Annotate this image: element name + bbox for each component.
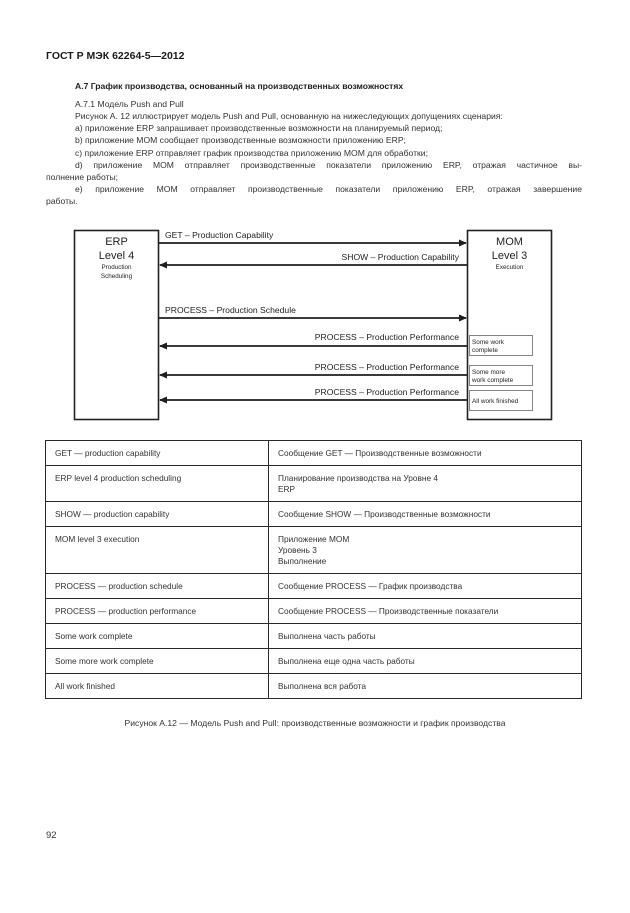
glossary-term-ru-line: Сообщение SHOW — Производственные возможности (278, 509, 491, 519)
message-label-show: SHOW – Production Capability (341, 252, 459, 262)
section-title: А.7 График производства, основанный на производственных возможностях (75, 81, 404, 91)
glossary-term-ru-line: Сообщение PROCESS — График производства (278, 581, 463, 591)
glossary-term-en: PROCESS — production performance (46, 599, 269, 624)
message-label-get: GET – Production Capability (165, 230, 274, 240)
subsection-title: А.7.1 Модель Push and Pull (75, 99, 184, 109)
glossary-term-ru (269, 674, 582, 699)
erp-level: Level 4 (98, 250, 135, 262)
glossary-term-en: Some work complete (46, 624, 269, 649)
glossary-term-ru-line: Сообщение PROCESS — Производственные показатели (278, 606, 499, 616)
erp-desc-line2: Scheduling (100, 273, 133, 280)
message-label-performance-3: PROCESS – Production Performance (314, 387, 459, 397)
status-all-finished: All work finished (472, 398, 519, 405)
glossary-term-ru-line: Сообщение GET — Производственные возможности (278, 448, 482, 458)
list-item-d-line1: d) приложение МОМ отправляет производственные показатели приложению ERP, отражая частичное вы- (75, 160, 582, 170)
message-label-schedule: PROCESS – Production Schedule (165, 305, 296, 315)
status-boxes (470, 336, 533, 411)
status-some-work-line1: Some work (472, 339, 504, 346)
status-some-more-line1: Some more (472, 369, 506, 376)
glossary-term-ru (269, 599, 582, 624)
page-number: 92 (46, 830, 57, 841)
glossary-term-ru (269, 441, 582, 466)
glossary-row (46, 674, 582, 699)
list-item-b: b) приложение МОМ сообщает производственные возможности приложению ERP; (75, 135, 406, 145)
list-item-d-line2: полнение работы; (46, 172, 119, 182)
message-arrows (159, 230, 467, 400)
erp-desc-line1: Production (101, 264, 132, 271)
document-header: ГОСТ Р МЭК 62264-5—2012 (46, 50, 185, 62)
list-item-e-line2: работы. (46, 196, 78, 206)
list-item-a: а) приложение ERP запрашивает производственные возможности на планируемый период; (75, 123, 443, 133)
glossary-term-ru (269, 649, 582, 674)
figure-caption: Рисунок А.12 — Модель Push and Pull: производственные возможности и график производства (124, 718, 506, 728)
glossary-row (46, 624, 582, 649)
glossary-term-ru-line: Уровень 3 (278, 545, 317, 555)
glossary-term-en: Some more work complete (46, 649, 269, 674)
mom-desc: Execution (495, 264, 524, 271)
glossary-term-en: SHOW — production capability (46, 502, 269, 527)
glossary-term-ru (269, 624, 582, 649)
erp-box (75, 231, 159, 420)
mom-level: Level 3 (491, 250, 528, 262)
intro-paragraph: Рисунок А. 12 иллюстрирует модель Push and Pull, основанную на нижеследующих допущениях сценария: (75, 111, 503, 121)
glossary-term-en: PROCESS — production schedule (46, 574, 269, 599)
list-item-e-line1: е) приложение МОМ отправляет производственные показатели приложению ERP, отражая завершение (75, 184, 582, 194)
glossary-term-en: MOM level 3 execution (46, 527, 269, 574)
glossary-term-ru-line: Планирование производства на Уровне 4 (278, 473, 439, 483)
glossary-row (46, 527, 582, 574)
glossary-row (46, 574, 582, 599)
status-some-work-line2: complete (472, 347, 498, 354)
glossary-term-ru-line: Выполнена еще одна часть работы (278, 656, 415, 666)
glossary-term-ru-line: Выполнение (278, 556, 327, 566)
glossary-row (46, 649, 582, 674)
glossary-row (46, 599, 582, 624)
glossary-term-en: GET — production capability (46, 441, 269, 466)
glossary-term-ru (269, 466, 582, 502)
glossary-table (45, 440, 582, 699)
list-item-c: с) приложение ERP отправляет график производства приложению МОМ для обработки; (75, 148, 428, 158)
glossary-term-ru-line: Выполнена вся работа (278, 681, 366, 691)
glossary-row (46, 466, 582, 502)
glossary-row (46, 441, 582, 466)
message-label-performance-1: PROCESS – Production Performance (314, 332, 459, 342)
glossary-term-en: All work finished (46, 674, 269, 699)
glossary-term-ru (269, 502, 582, 527)
glossary-term-ru (269, 527, 582, 574)
glossary-term-ru-line: Приложение МОМ (278, 534, 350, 544)
glossary-term-en: ERP level 4 production scheduling (46, 466, 269, 502)
status-some-more-line2: work complete (472, 377, 514, 384)
glossary-term-ru-line: Выполнена часть работы (278, 631, 376, 641)
glossary-term-ru (269, 574, 582, 599)
glossary-row (46, 502, 582, 527)
erp-name: ERP (105, 236, 128, 248)
message-label-performance-2: PROCESS – Production Performance (314, 362, 459, 372)
glossary-term-ru-line: ERP (278, 484, 296, 494)
mom-name: MOM (496, 236, 523, 248)
